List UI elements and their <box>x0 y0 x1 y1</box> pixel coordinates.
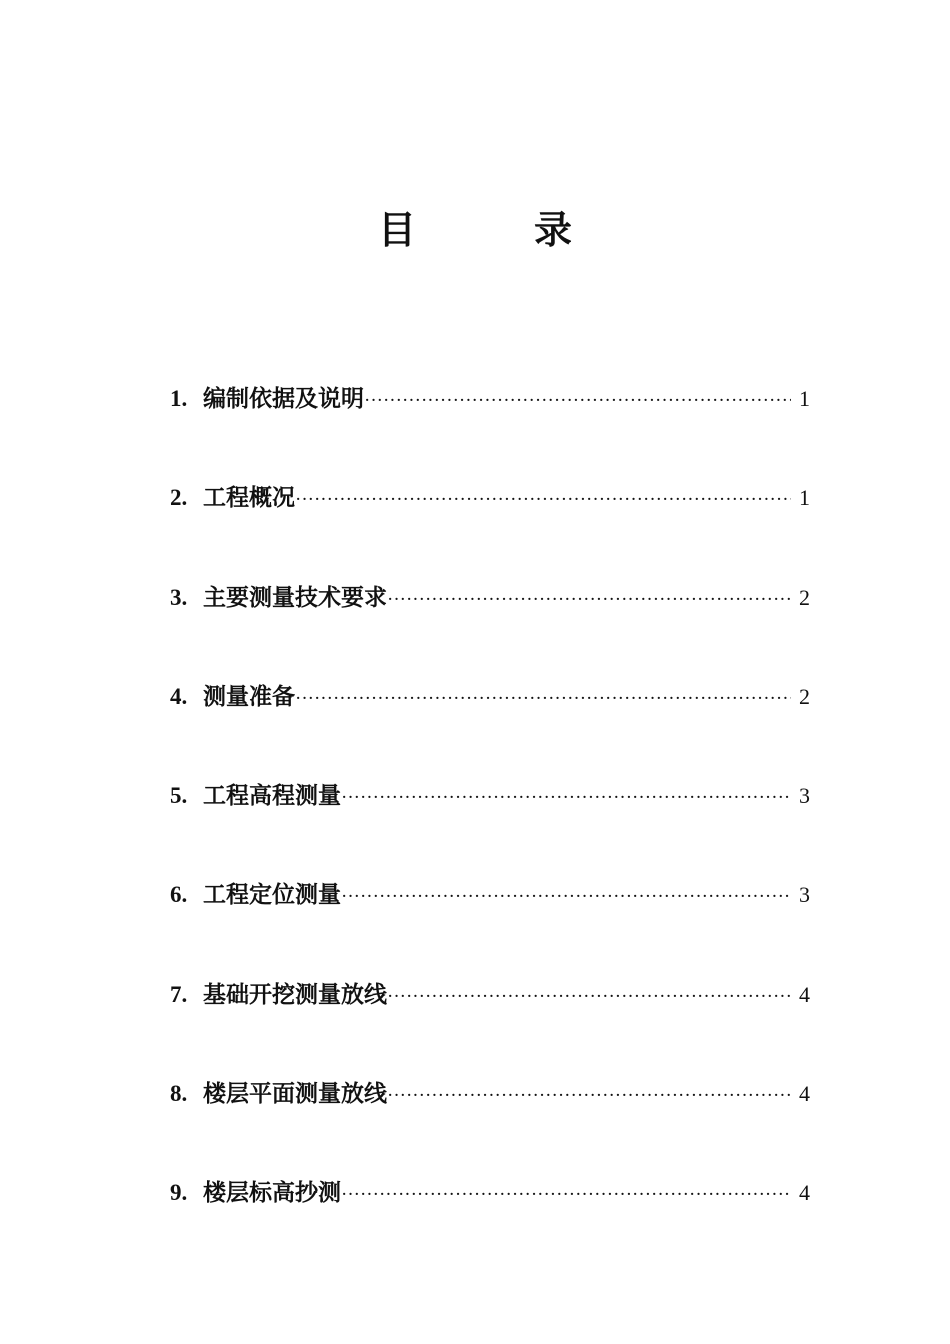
toc-dot-leader <box>341 1166 791 1224</box>
toc-entry-number: 1. <box>170 386 188 411</box>
toc-entry-number: 6. <box>170 882 188 908</box>
toc-entry[interactable] <box>170 866 810 965</box>
toc-dot-leader <box>387 968 791 1026</box>
toc-dot-leader <box>341 868 791 926</box>
toc-dot-leader <box>387 1067 791 1125</box>
page-title: 目 录 <box>377 207 612 252</box>
toc-entry[interactable] <box>170 1065 810 1164</box>
toc-entry[interactable] <box>170 966 810 1065</box>
toc-dot-leader <box>387 571 791 629</box>
toc-entry[interactable] <box>170 569 810 668</box>
toc-entry[interactable] <box>170 668 810 767</box>
toc-entry-title: 工程高程测量 <box>203 782 341 810</box>
toc-entry-number: 7. <box>170 981 188 1007</box>
toc-entry-page: 2 <box>799 584 810 610</box>
toc-entry-title: 编制依据及说明 <box>203 385 364 412</box>
toc-entry-page: 4 <box>799 981 810 1007</box>
toc-entry-number: 3. <box>170 584 188 610</box>
toc-dot-leader <box>341 769 791 827</box>
toc-entry-number: 8. <box>170 1081 188 1107</box>
toc-dot-leader <box>295 471 791 529</box>
toc-entry-page: 2 <box>799 683 810 709</box>
toc-entry-title: 工程概况 <box>203 484 295 512</box>
toc-entry-title: 工程定位测量 <box>203 881 341 909</box>
toc-entry-title: 楼层平面测量放线 <box>203 1080 387 1108</box>
toc-dot-leader <box>364 372 791 430</box>
toc-entry-page: 3 <box>799 783 810 809</box>
toc-entry[interactable] <box>170 370 810 469</box>
toc-entry-title: 基础开挖测量放线 <box>203 980 387 1008</box>
toc-entry[interactable] <box>170 469 810 568</box>
toc-entry-title: 主要测量技术要求 <box>203 583 387 611</box>
toc-entry-title: 测量准备 <box>203 682 295 710</box>
toc-entry[interactable] <box>170 1164 810 1263</box>
table-of-contents <box>170 370 810 1264</box>
toc-entry-title: 楼层标高抄测 <box>203 1179 341 1207</box>
toc-entry-number: 9. <box>170 1180 188 1206</box>
toc-entry-page: 3 <box>799 882 810 908</box>
toc-entry-page: 4 <box>799 1180 810 1206</box>
toc-entry-page: 1 <box>799 485 810 511</box>
toc-entry-page: 1 <box>799 386 810 411</box>
toc-dot-leader <box>295 670 791 728</box>
toc-entry-number: 2. <box>170 485 188 511</box>
toc-entry[interactable] <box>170 767 810 866</box>
toc-entry-number: 4. <box>170 683 188 709</box>
toc-entry-page: 4 <box>799 1081 810 1107</box>
toc-entry-number: 5. <box>170 783 188 809</box>
